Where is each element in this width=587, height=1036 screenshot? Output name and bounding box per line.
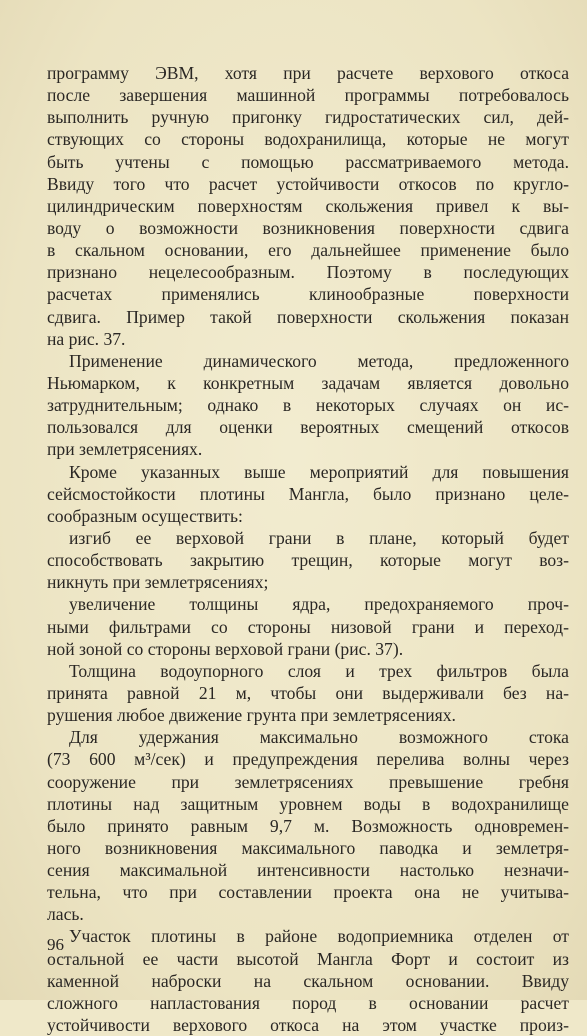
text-line: при землетрясениях. [47,439,203,460]
text-line: Применение динамического метода, предложенного [69,350,569,371]
text-line: цилиндрическим поверхностям скольжения привел к вы- [47,195,569,216]
body-text [47,62,569,1036]
text-line: ными фильтрами со стороны низовой грани и переход- [47,616,569,637]
text-line: сооружение при землетрясениях превышение гребня [47,771,569,792]
text-line: (73 600 м³/сек) и предупреждения перелива волны через [47,749,569,770]
text-line: рушения любое движение грунта при землетрясениях. [47,705,456,726]
page-number: 96 [47,935,64,954]
text-line: ствующих со стороны водохранилища, которые не могут [47,129,569,150]
text-line: сообразным осуществить: [47,505,243,526]
text-line: признано нецелесообразным. Поэтому в последующих [47,262,569,283]
text-line: сейсмостойкости плотины Мангла, было признано целе- [47,483,569,504]
text-line: расчетах применялись клинообразные поверхности [47,284,569,305]
text-line: никнуть при землетрясениях; [47,572,269,593]
text-line: плотины над защитным уровнем воды в водохранилище [47,793,569,814]
text-line: Толщина водоупорного слоя и трех фильтров была [69,660,569,681]
text-line: программу ЭВМ, хотя при расчете верхового откоса [47,63,569,83]
text-line: тельна, что при составлении проекта она не учитыва- [47,882,569,903]
text-line: принята равной 21 м, чтобы они выдерживали без на- [47,682,569,703]
text-line: способствовать закрытию трещин, которые могут воз- [47,550,569,571]
text-line: быть учтены с помощью рассматриваемого метода. [47,151,569,172]
text-line: Кроме указанных выше мероприятий для повышения [69,461,569,482]
text-line: воду о возможности возникновения поверхности сдвига [47,217,569,238]
text-line: Ньюмарком, к конкретным задачам является довольно [47,372,569,393]
text-line: сложного напластования пород в основании расчет [47,992,569,1013]
text-line: каменной наброски на скальном основании. Ввиду [47,970,569,991]
text-line: сения максимальной интенсивности настолько незначи- [47,860,569,881]
text-line: выполнить ручную пригонку гидростатических сил, дей- [47,107,569,128]
text-line: остальной ее части высотой Мангла Форт и состоит из [47,948,569,969]
text-line: лась. [47,904,84,925]
text-line: было принято равным 9,7 м. Возможность одновремен- [47,815,569,836]
text-line: после завершения машинной программы потребовалось [47,85,569,106]
text-line: устойчивости верхового откоса на этом участке произ- [47,1015,569,1036]
text-line: увеличение толщины ядра, предохраняемого проч- [69,594,569,615]
text-line: ного возникновения максимального паводка и землетря- [47,837,569,858]
text-line: ной зоной со стороны верховой грани (рис. 37). [47,638,404,659]
text-line: Для удержания максимально возможного стока [69,727,569,748]
text-line: на рис. 37. [47,328,126,349]
text-line: Ввиду того что расчет устойчивости откосов по кругло- [47,173,569,194]
text-line: Участок плотины в районе водоприемника отделен от [69,926,569,947]
text-line: в скальном основании, его дальнейшее применение было [47,240,569,261]
text-line: пользовался для оценки вероятных смещений откосов [47,417,569,438]
text-line: изгиб ее верховой грани в плане, который будет [69,527,569,548]
text-line: сдвига. Пример такой поверхности скольжения показан [47,306,569,327]
text-line: затруднительным; однако в некоторых случаях он ис- [47,395,569,416]
